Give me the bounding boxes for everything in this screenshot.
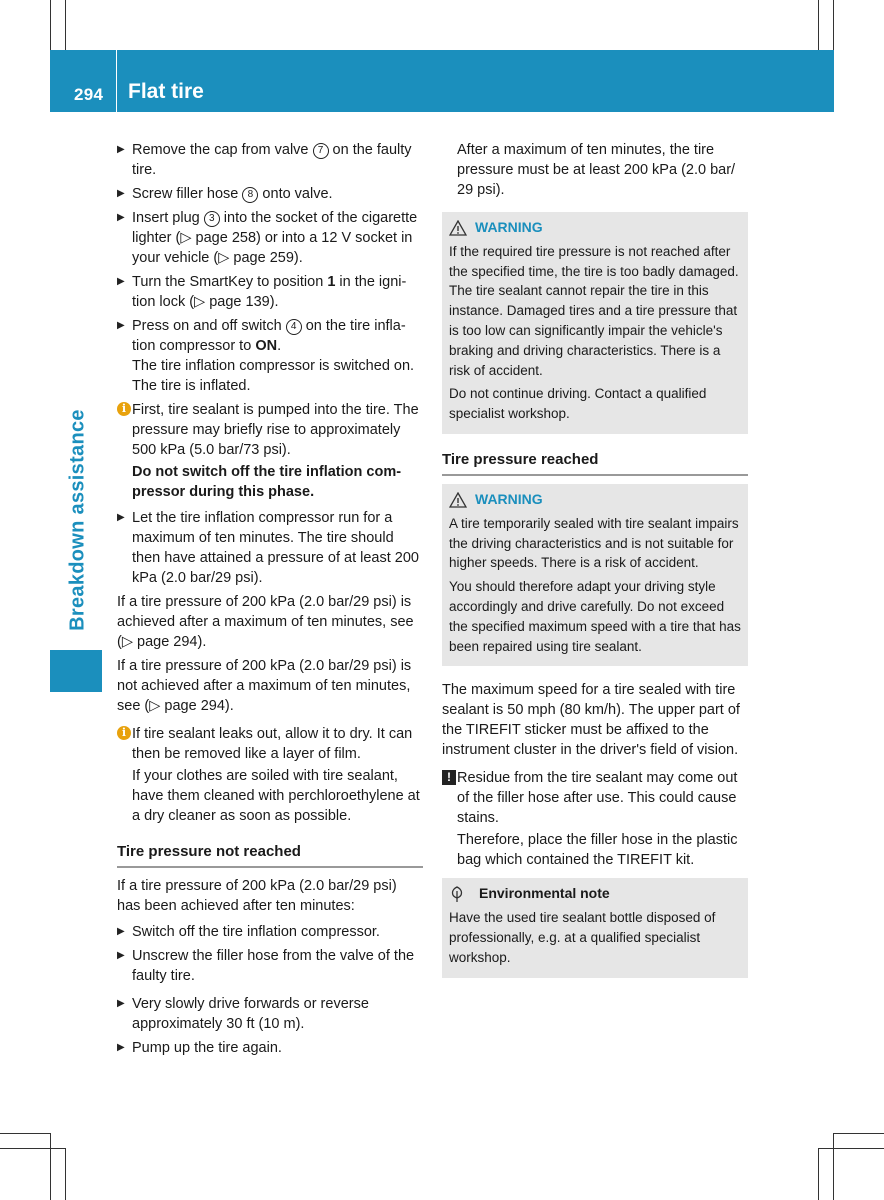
left-column [117,140,423,1062]
warning-box [442,212,748,434]
warning-box [442,484,748,666]
paragraph: The maximum speed for a tire sealed with tire sealant is 50 mph (80 km/h). The upper part of the TIREFIT sticker must be affixed to the instrument cluster in the driver's field of vision. [442,682,740,759]
crop-mark [50,1133,51,1200]
paragraph: If a tire pressure of 200 kPa (2.0 bar/29 psi) is not achieved after a maximum of ten minutes, see (▷ page 294). [117,658,412,714]
crop-mark [65,1148,66,1200]
arrow-icon: ▶ [117,212,125,223]
arrow-icon: ▶ [117,276,125,287]
step-result: The tire inflation compressor is switched on. The tire is inflated. [132,358,415,394]
step-drive-slowly: ▶ Very slowly drive forwards or reverse approximately 30 ft (10 m). [117,996,369,1032]
arrow-icon: ▶ [117,950,125,961]
crop-mark [0,1148,65,1149]
warning-text: If the required tire pressure is not reached after the specified time, the tire is too badly damaged. The tire sealant cannot repair the tire in this instance. Damaged tires and a tire pressure that is too low can significantly impair the vehicle's braking and driving characteristics. There is a risk of accident. [449,243,739,378]
step-unscrew-hose: ▶ Unscrew the filler hose from the valve of the faulty tire. [117,948,415,984]
crop-mark [818,1148,819,1200]
info-note: i First, tire sealant is pumped into the tire. The pressure may briefly rise to approximately 500 kPa (5.0 bar/73 psi). [117,400,423,460]
section-heading: Tire pressure not reached [117,842,423,868]
step-switch-off: ▶ Switch off the tire inflation compressor. [117,924,380,940]
callout-number: 3 [204,211,220,227]
info-icon: i [117,726,131,740]
step-pump-up: ▶ Pump up the tire again. [117,1040,282,1056]
caution-note: ! Residue from the tire sealant may come out of the filler hose after use. This could cause stains. [442,768,748,828]
info-icon: i [117,402,131,416]
header-divider [116,50,117,112]
side-tab-label: Breakdown assistance [66,409,89,631]
crop-mark [833,1133,834,1200]
warning-text: A tire temporarily sealed with tire sealant impairs the driving characteristics and is not suitable for higher speeds. There is a risk of accident. [449,515,739,571]
side-tab-marker [50,650,102,692]
crop-mark [818,0,819,50]
warning-text: Do not continue driving. Contact a qualified specialist workshop. [449,386,707,422]
warning-heading: WARNING [449,218,741,238]
crop-mark [65,0,66,50]
environmental-text: Have the used tire sealant bottle disposed of professionally, e.g. at a qualified specialist workshop. [449,910,716,965]
callout-number: 4 [286,319,302,335]
crop-mark [833,0,834,50]
warning-heading: WARNING [449,490,741,510]
warning-triangle-icon [449,220,467,236]
warning-text: You should therefore adapt your driving style accordingly and drive carefully. Do not exceed the specified maximum speed with a tire that has been repaired using tire sealant. [449,579,741,654]
arrow-icon: ▶ [117,512,125,523]
crop-mark [833,1133,884,1134]
crop-mark [818,1148,884,1149]
step-screw-hose: ▶ Screw filler hose 8 onto valve. [117,186,333,202]
warning-triangle-icon [449,492,467,508]
caution-note-continued: Therefore, place the filler hose in the plastic bag which contained the TIREFIT kit. [457,832,738,869]
arrow-icon: ▶ [117,320,125,331]
info-note-continued: If your clothes are soiled with tire sealant, have them cleaned with perchloroethylene at a dry cleaner as soon as possible. [132,768,420,824]
arrow-icon: ▶ [117,188,125,199]
leaf-icon [449,885,465,903]
environmental-note-box [442,878,748,977]
paragraph: After a maximum of ten minutes, the tire pressure must be at least 200 kPa (2.0 bar/ 29 psi). [457,142,736,198]
paragraph: If a tire pressure of 200 kPa (2.0 bar/29 psi) is achieved after a maximum of ten minutes, see (▷ page 294). [117,594,414,650]
crop-mark [0,1133,50,1134]
info-note: i If tire sealant leaks out, allow it to dry. It can then be removed like a layer of film. [117,724,423,764]
crop-mark [50,0,51,50]
step-run-compressor: ▶ Let the tire inflation compressor run for a maximum of ten minutes. The tire should then have attained a pressure of at least 200 kPa (2.0 bar/29 psi). [117,510,419,586]
arrow-icon: ▶ [117,1042,125,1053]
callout-number: 7 [313,143,329,159]
step-turn-key: ▶ Turn the SmartKey to position 1 in the ignition lock (▷ page 139). [117,274,407,310]
arrow-icon: ▶ [117,144,125,155]
step-insert-plug: ▶ Insert plug 3 into the socket of the cigarette lighter (▷ page 258) or into a 12 V socket in your vehicle (▷ page 259). [117,210,418,266]
page-title: Flat tire [128,80,204,103]
info-note-bold: Do not switch off the tire inflation compressor during this phase. [132,464,402,500]
arrow-icon: ▶ [117,998,125,1009]
right-column [442,140,748,992]
environmental-heading: Environmental note [449,884,741,904]
exclamation-icon: ! [442,770,456,785]
page-number: 294 [74,85,104,104]
arrow-icon: ▶ [117,926,125,937]
paragraph: If a tire pressure of 200 kPa (2.0 bar/29 psi) has been achieved after ten minutes: [117,878,397,914]
step-remove-cap: ▶ Remove the cap from valve 7 on the faulty tire. [117,142,412,178]
section-heading: Tire pressure reached [442,450,748,476]
callout-number: 8 [242,187,258,203]
step-press-switch: ▶ Press on and off switch 4 on the tire inflation compressor to ON. [117,318,406,354]
